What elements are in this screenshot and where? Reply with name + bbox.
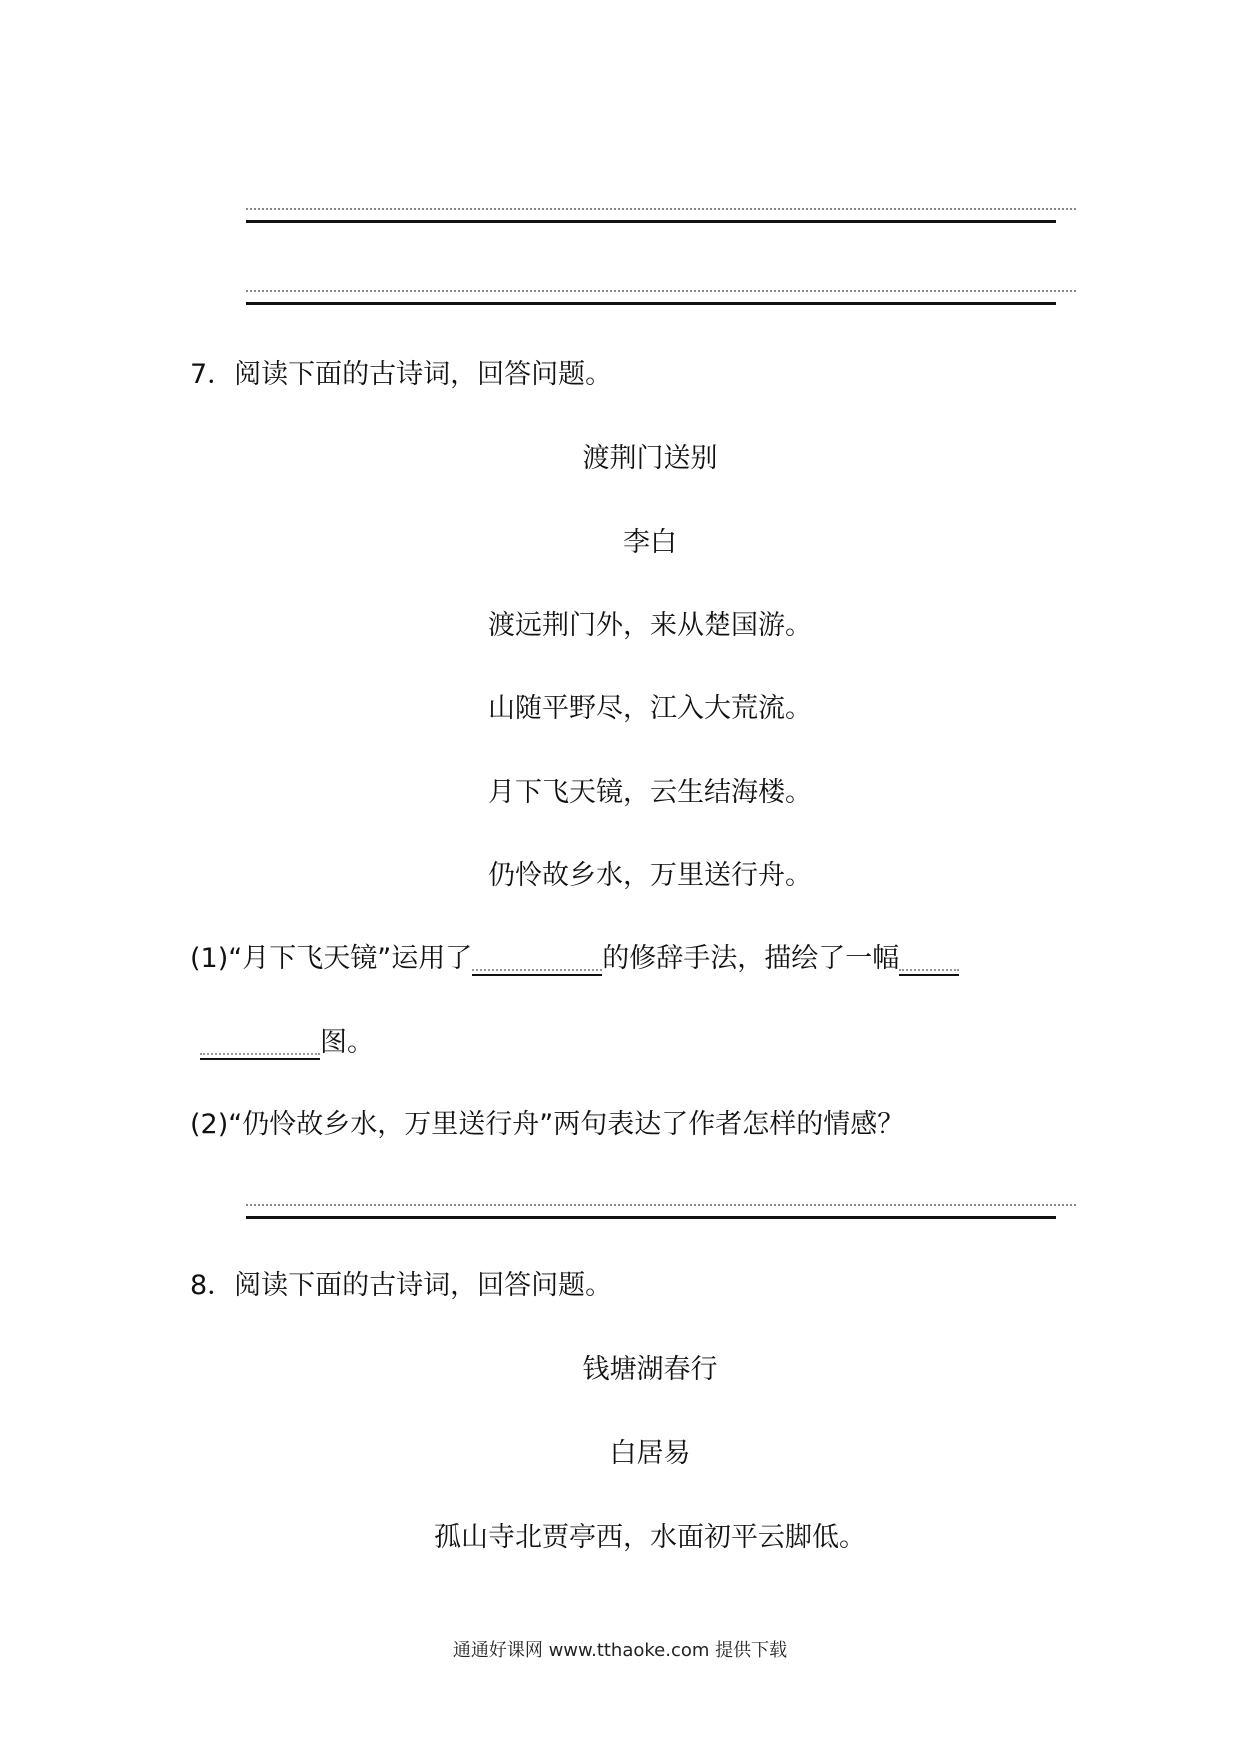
poem-title: 渡荆门送别 [582, 443, 718, 474]
answer-line-3[interactable] [246, 1216, 1056, 1219]
sub-question-1 [190, 942, 959, 976]
sub-question-1-text-a: (1)“月下飞天镜”运用了 [190, 943, 473, 974]
sub-question-1-line-2 [200, 1026, 374, 1060]
poem-author-2: 白居易 [609, 1438, 691, 1469]
sub-question-2: (2)“仍怜故乡水，万里送行舟”两句表达了作者怎样的情感？ [190, 1109, 905, 1140]
poem-line-3: 月下飞天镜，云生结海楼。 [488, 777, 812, 808]
poem-title-2: 钱塘湖春行 [582, 1354, 718, 1385]
sub-question-1-text-c: 图。 [320, 1027, 374, 1058]
blank-rhetoric[interactable] [472, 948, 602, 976]
poem-line-1: 渡远荆门外，来从楚国游。 [488, 610, 812, 641]
poem-line-2: 山随平野尽，江入大荒流。 [488, 693, 812, 724]
question-8-prompt: 8．阅读下面的古诗词，回答问题。 [190, 1270, 613, 1301]
poem-line-4: 仍怜故乡水，万里送行舟。 [488, 860, 812, 891]
poem-author: 李白 [623, 527, 677, 558]
sub-question-1-text-b: 的修辞手法，描绘了一幅 [602, 943, 900, 974]
blank-picture-part-1[interactable] [899, 948, 959, 976]
question-7-prompt: 7．阅读下面的古诗词，回答问题。 [190, 359, 613, 390]
answer-line-2[interactable] [246, 302, 1056, 305]
poem-2-line-1: 孤山寺北贾亭西，水面初平云脚低。 [434, 1522, 866, 1553]
answer-line-1[interactable] [246, 220, 1056, 223]
page-footer: 通通好课网 www.tthaoke.com 提供下载 [452, 1640, 788, 1661]
blank-picture-part-2[interactable] [200, 1032, 320, 1060]
